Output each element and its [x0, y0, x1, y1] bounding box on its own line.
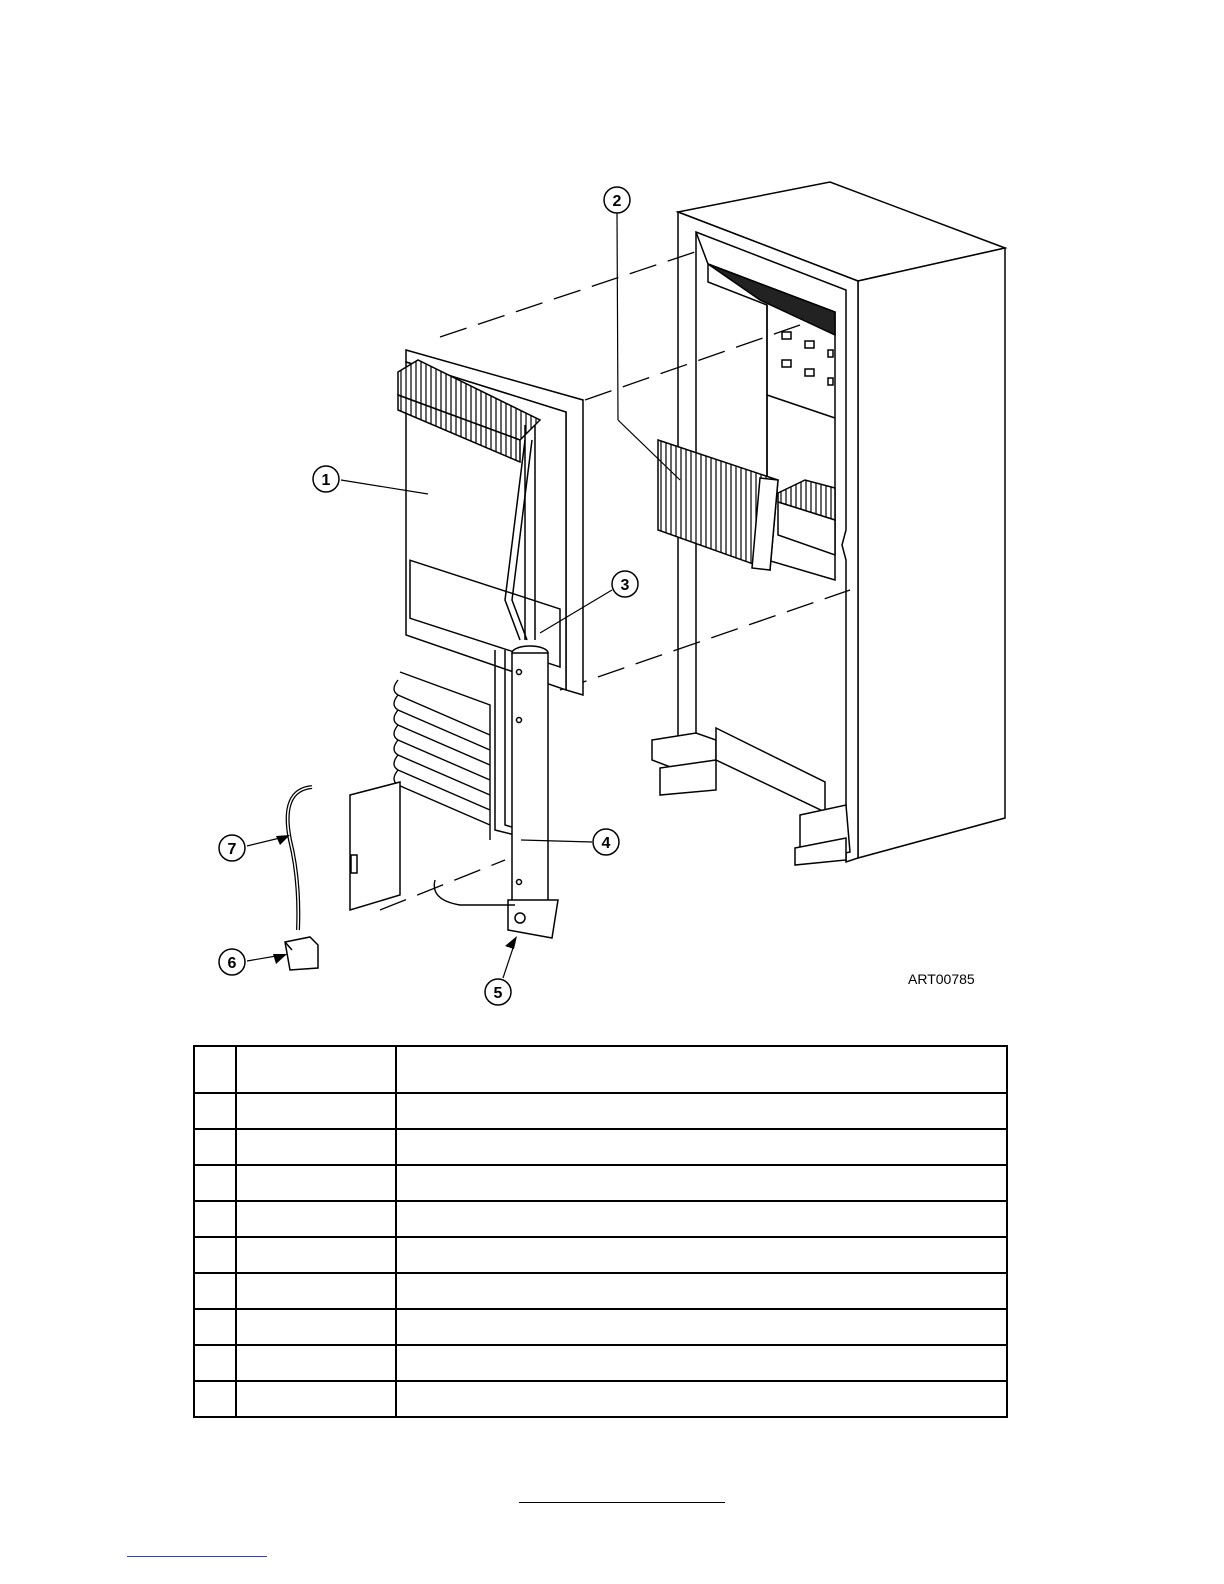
table-cell: [396, 1345, 1007, 1381]
callout-7: [219, 835, 245, 861]
header-cell: [236, 1046, 396, 1093]
callout-5: [485, 979, 511, 1005]
callout-5-label: 5: [493, 985, 503, 1002]
table-cell: [194, 1201, 236, 1237]
table-cell: [236, 1309, 396, 1345]
callout-2-label: 2: [612, 193, 622, 210]
callout-3: [612, 571, 638, 597]
callout-1: [313, 466, 339, 492]
table-cell: [396, 1093, 1007, 1129]
art-id-label: ART00785: [908, 971, 975, 987]
table-cell: [396, 1309, 1007, 1345]
table-cell: [194, 1165, 236, 1201]
table-row: [194, 1201, 1007, 1237]
table-cell: [236, 1237, 396, 1273]
footer-rule: [519, 1502, 725, 1503]
table-cell: [396, 1237, 1007, 1273]
callout-7-label: 7: [227, 841, 237, 858]
table-row: [194, 1237, 1007, 1273]
boiler-assembly: [508, 646, 558, 938]
table-cell: [194, 1237, 236, 1273]
callout-2: [604, 187, 630, 213]
drain-cup: [285, 937, 318, 970]
callout-3-label: 3: [620, 577, 630, 594]
table-cell: [236, 1129, 396, 1165]
table-row: [194, 1273, 1007, 1309]
table-row: [194, 1165, 1007, 1201]
table-row: [194, 1345, 1007, 1381]
table-cell: [236, 1273, 396, 1309]
freezer-fin-block: [658, 440, 778, 570]
table-cell: [194, 1381, 236, 1417]
header-cell: [194, 1046, 236, 1093]
table-row: [194, 1309, 1007, 1345]
table-cell: [194, 1093, 236, 1129]
table-cell: [194, 1273, 236, 1309]
table-cell: [396, 1129, 1007, 1165]
table-cell: [236, 1201, 396, 1237]
table-cell: [396, 1165, 1007, 1201]
absorber-coil: [394, 672, 515, 905]
table-cell: [236, 1093, 396, 1129]
callout-1-label: 1: [321, 472, 331, 489]
table-cell: [396, 1273, 1007, 1309]
table-cell: [194, 1345, 236, 1381]
header-cell: [396, 1046, 1007, 1093]
table-cell: [236, 1165, 396, 1201]
table-row: [194, 1129, 1007, 1165]
parts-table-header: [194, 1046, 1007, 1093]
callout-4-label: 4: [601, 835, 611, 852]
table-row: [194, 1093, 1007, 1129]
reservoir-box: [350, 782, 400, 910]
table-row: [194, 1381, 1007, 1417]
callout-4: [593, 829, 619, 855]
cooling-unit-panel: [398, 350, 583, 695]
table-cell: [396, 1201, 1007, 1237]
footer-link-underline[interactable]: [127, 1556, 267, 1557]
table-cell: [396, 1381, 1007, 1417]
callout-6: [219, 949, 245, 975]
drain-tube: [288, 787, 312, 930]
table-cell: [194, 1129, 236, 1165]
table-cell: [236, 1381, 396, 1417]
table-cell: [236, 1345, 396, 1381]
callout-6-label: 6: [227, 955, 237, 972]
parts-table: [193, 1045, 1008, 1418]
table-cell: [194, 1309, 236, 1345]
